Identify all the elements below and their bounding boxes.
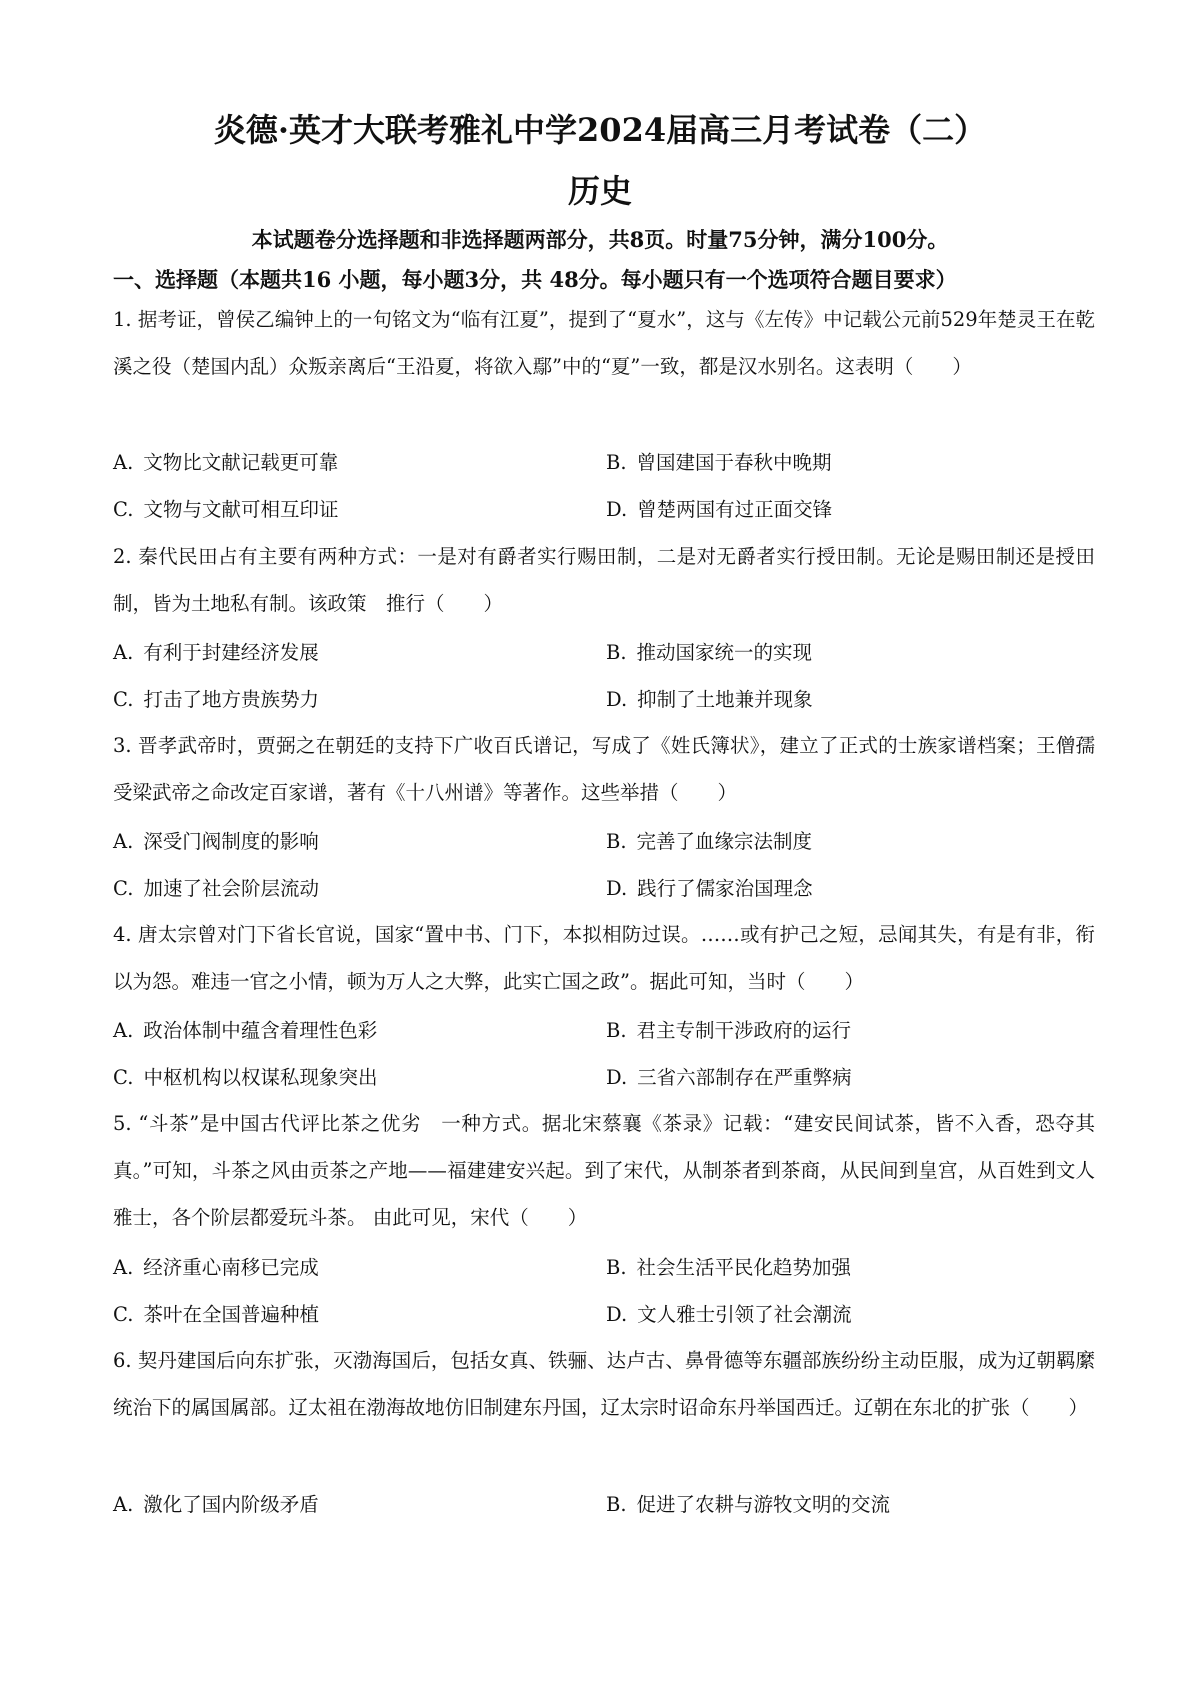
option-label: A. [113,830,134,853]
option-label: C. [113,1303,134,1326]
option-text: 曾楚两国有过正面交锋 [637,498,833,521]
option-text: 深受门阀制度的影响 [143,830,319,853]
exam-title: 炎德·英才大联考雅礼中学2024届高三月考试卷（二） [213,111,987,149]
option-text: 有利于封建经济发展 [143,641,319,664]
option-text: 践行了儒家治国理念 [637,877,813,900]
option-text: 经济重心南移已完成 [143,1256,319,1279]
option-text: 抑制了土地兼并现象 [637,688,813,711]
option-label: D. [606,1066,628,1089]
option-text: 促进了农耕与游牧文明的交流 [636,1493,891,1516]
question-5-option-a[interactable] [113,1252,319,1280]
question-2-option-d[interactable] [606,684,813,712]
option-label: D. [606,688,628,711]
question-4-option-b[interactable] [606,1015,851,1043]
option-text: 推动国家统一的实现 [636,641,813,664]
question-5-option-c[interactable] [113,1299,319,1327]
question-6-stem: 6. 契丹建国后向东扩张，灭渤海国后，包括女真、铁骊、达卢古、鼻骨德等东疆部族纷纷主动臣服，成为辽朝羁縻统治下的属国属部。辽太祖在渤海故地仿旧制建东丹国，辽太宗时诏命东丹举国西迁。辽朝在东北的扩张（ ） [113,1349,1095,1419]
option-text: 三省六部制存在严重弊病 [637,1066,852,1089]
option-label: C. [113,1066,134,1089]
question-2-option-b[interactable] [606,637,812,665]
question-4-option-d[interactable] [606,1062,852,1090]
question-3-option-b[interactable] [606,826,812,854]
question-3-option-d[interactable] [606,873,813,901]
question-6-option-b[interactable] [606,1489,890,1517]
question-2-stem: 2. 秦代民田占有主要有两种方式：一是对有爵者实行赐田制，二是对无爵者实行授田制。无论是赐田制还是授田制，皆为土地私有制。该政策 推行（ ） [113,545,1095,615]
question-4-option-c[interactable] [113,1062,377,1090]
question-3-option-c[interactable] [113,873,319,901]
exam-note: 本试题卷分选择题和非选择题两部分，共8页。时量75分钟，满分100分。 [251,227,949,252]
option-text: 君主专制干涉政府的运行 [636,1019,852,1042]
question-5-option-b[interactable] [606,1252,851,1280]
option-text: 茶叶在全国普遍种植 [143,1303,319,1326]
question-2-option-c[interactable] [113,684,319,712]
option-label: B. [606,1019,627,1042]
option-label: A. [113,451,134,474]
option-label: B. [606,451,627,474]
question-1-option-a[interactable] [113,447,338,475]
question-1-option-d[interactable] [606,494,832,522]
question-1-option-b[interactable] [606,447,832,475]
option-text: 曾国建国于春秋中晚期 [636,451,832,474]
question-6-option-a[interactable] [113,1489,319,1517]
option-text: 文物比文献记载更可靠 [143,451,339,474]
option-label: A. [113,641,134,664]
option-text: 完善了血缘宗法制度 [636,830,813,853]
option-text: 文人雅士引领了社会潮流 [637,1303,852,1326]
option-text: 文物与文献可相互印证 [143,498,339,521]
option-label: B. [606,1256,627,1279]
option-label: A. [113,1493,134,1516]
question-3-option-a[interactable] [113,826,319,854]
option-label: C. [113,688,134,711]
subject-title: 历史 [567,172,632,210]
option-label: D. [606,877,628,900]
question-2-option-a[interactable] [113,637,319,665]
question-4-option-a[interactable] [113,1015,377,1043]
option-text: 激化了国内阶级矛盾 [143,1493,319,1516]
question-3-stem: 3. 晋孝武帝时，贾弼之在朝廷的支持下广收百氏谱记，写成了《姓氏簿状》，建立了正式的士族家谱档案；王僧孺受梁武帝之命改定百家谱，著有《十八州谱》等著作。这些举措（ ） [113,734,1095,804]
question-5-stem: 5. “斗茶”是中国古代评比茶之优劣 一种方式。据北宋蔡襄《茶录》记载：“建安民间试茶，皆不入香，恐夺其真。”可知，斗茶之风由贡茶之产地——福建建安兴起。到了宋代，从制茶者到茶商，从民间到皇宫，从百姓到文人雅士，各个阶层都爱玩斗茶。 由此可见，宋代（ ） [113,1112,1095,1229]
question-4-stem: 4. 唐太宗曾对门下省长官说，国家“置中书、门下，本拟相防过误。……或有护己之短，忌闻其失，有是有非，衔以为怨。难违一官之小情，顿为万人之大弊，此实亡国之政”。据此可知，当时（ ） [113,923,1095,993]
question-1-stem: 1. 据考证，曾侯乙编钟上的一句铭文为“临有江夏”，提到了“夏水”，这与《左传》中记载公元前529年楚灵王在乾溪之役（楚国内乱）众叛亲离后“王沿夏，将欲入鄢”中的“夏”一致，都是汉水别名。这表明（ ） [113,308,1095,378]
option-label: B. [606,1493,627,1516]
option-label: A. [113,1256,134,1279]
option-text: 加速了社会阶层流动 [143,877,319,900]
option-label: B. [606,830,627,853]
option-label: B. [606,641,627,664]
option-text: 政治体制中蕴含着理性色彩 [143,1019,378,1042]
option-label: D. [606,1303,628,1326]
question-1-option-c[interactable] [113,494,338,522]
option-text: 打击了地方贵族势力 [143,688,319,711]
option-text: 社会生活平民化趋势加强 [636,1256,852,1279]
question-5-option-d[interactable] [606,1299,852,1327]
option-text: 中枢机构以权谋私现象突出 [143,1066,378,1089]
option-label: D. [606,498,628,521]
option-label: A. [113,1019,134,1042]
option-label: C. [113,498,134,521]
option-label: C. [113,877,134,900]
section-heading: 一、选择题（本题共16 小题，每小题3分，共 48分。每小题只有一个选项符合题目要求） [113,267,957,292]
